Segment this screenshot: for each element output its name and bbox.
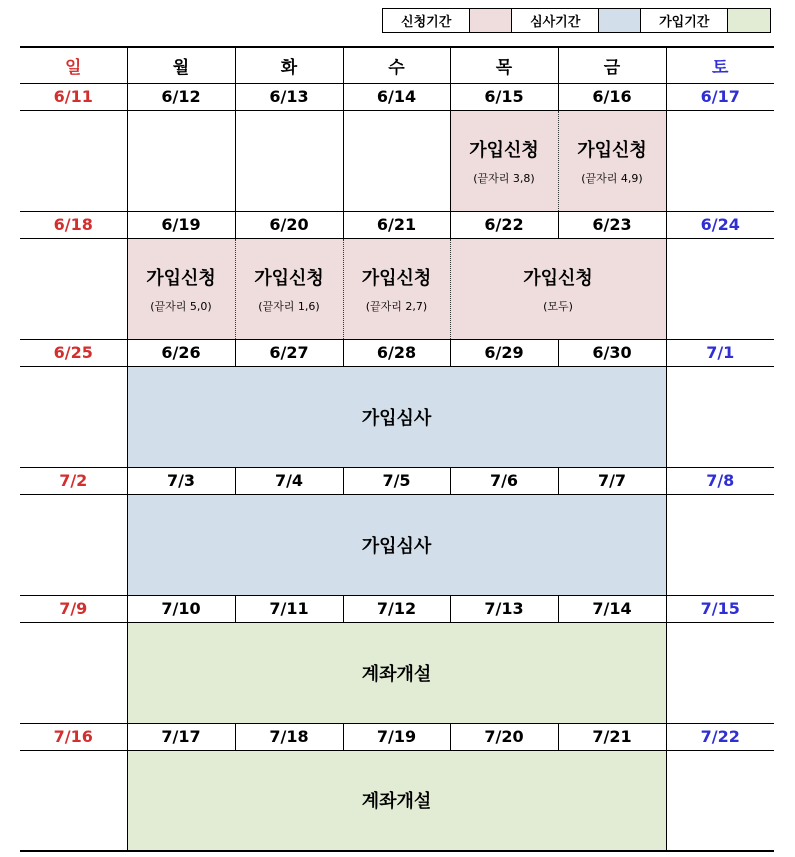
empty-cell	[666, 110, 774, 211]
week5-event-row	[20, 622, 774, 723]
weekday-tue: 화	[235, 47, 343, 83]
date-cell: 7/22	[666, 723, 774, 750]
date-cell: 6/13	[235, 83, 343, 110]
date-cell: 6/26	[127, 339, 235, 366]
calendar-table	[20, 46, 774, 852]
event-title: 가입신청	[523, 267, 593, 289]
event-title: 가입심사	[361, 535, 432, 557]
date-cell: 6/12	[127, 83, 235, 110]
legend-swatch-review	[599, 9, 641, 32]
weekday-sun: 일	[20, 47, 127, 83]
date-cell: 7/19	[343, 723, 450, 750]
date-cell: 6/20	[235, 211, 343, 238]
event-title: 계좌개설	[361, 791, 432, 813]
date-cell: 7/15	[666, 595, 774, 622]
weekday-thu: 목	[450, 47, 558, 83]
date-cell: 7/20	[450, 723, 558, 750]
event-title: 가입신청	[469, 139, 539, 161]
date-cell: 7/2	[20, 467, 127, 494]
week1-event-row	[20, 110, 774, 211]
event-title: 계좌개설	[361, 663, 432, 685]
empty-cell	[666, 238, 774, 339]
legend-swatch-join	[728, 9, 770, 32]
date-cell: 7/8	[666, 467, 774, 494]
empty-cell	[343, 110, 450, 211]
date-cell: 6/21	[343, 211, 450, 238]
date-cell: 7/4	[235, 467, 343, 494]
date-cell: 6/27	[235, 339, 343, 366]
date-cell: 7/14	[558, 595, 666, 622]
apply-event-tue	[235, 238, 343, 339]
empty-cell	[20, 622, 127, 723]
event-title: 가입신청	[361, 267, 432, 289]
empty-cell	[20, 494, 127, 595]
event-title: 가입심사	[361, 407, 432, 429]
weekday-header-row	[20, 47, 774, 83]
date-cell: 6/16	[558, 83, 666, 110]
event-title: 가입신청	[577, 139, 647, 161]
date-cell: 6/24	[666, 211, 774, 238]
date-cell: 7/16	[20, 723, 127, 750]
legend-label-apply: 신청기간	[383, 9, 470, 32]
event-subtitle: (끝자리 5,0)	[150, 299, 212, 313]
review-event-week4	[127, 494, 666, 595]
empty-cell	[20, 110, 127, 211]
apply-event-wed	[343, 238, 450, 339]
event-subtitle: (끝자리 4,9)	[581, 171, 643, 185]
date-cell: 7/10	[127, 595, 235, 622]
week1-date-row	[20, 83, 774, 110]
date-cell: 7/3	[127, 467, 235, 494]
date-cell: 6/23	[558, 211, 666, 238]
account-event-week6	[127, 750, 666, 851]
apply-event-thu-fri	[450, 238, 666, 339]
legend-swatch-apply	[470, 9, 512, 32]
week2-date-row	[20, 211, 774, 238]
empty-cell	[666, 494, 774, 595]
date-cell: 7/9	[20, 595, 127, 622]
date-cell: 6/11	[20, 83, 127, 110]
date-cell: 6/17	[666, 83, 774, 110]
event-subtitle: (모두)	[543, 299, 573, 313]
weekday-wed: 수	[343, 47, 450, 83]
account-event-week5	[127, 622, 666, 723]
week2-event-row	[20, 238, 774, 339]
apply-event-thu	[450, 110, 558, 211]
event-subtitle: (끝자리 1,6)	[258, 299, 320, 313]
date-cell: 7/5	[343, 467, 450, 494]
empty-cell	[666, 750, 774, 851]
date-cell: 7/1	[666, 339, 774, 366]
date-cell: 7/12	[343, 595, 450, 622]
date-cell: 7/6	[450, 467, 558, 494]
week4-event-row	[20, 494, 774, 595]
empty-cell	[20, 366, 127, 467]
date-cell: 7/21	[558, 723, 666, 750]
date-cell: 6/29	[450, 339, 558, 366]
week6-date-row	[20, 723, 774, 750]
apply-event-mon	[127, 238, 235, 339]
date-cell: 7/11	[235, 595, 343, 622]
weekday-fri: 금	[558, 47, 666, 83]
date-cell: 6/15	[450, 83, 558, 110]
date-cell: 7/17	[127, 723, 235, 750]
date-cell: 6/28	[343, 339, 450, 366]
empty-cell	[20, 238, 127, 339]
event-title: 가입신청	[146, 267, 216, 289]
date-cell: 6/19	[127, 211, 235, 238]
weekday-mon: 월	[127, 47, 235, 83]
date-cell: 7/13	[450, 595, 558, 622]
apply-event-fri	[558, 110, 666, 211]
event-subtitle: (끝자리 2,7)	[365, 299, 428, 313]
review-event-week3	[127, 366, 666, 467]
event-title: 가입신청	[254, 267, 324, 289]
week3-event-row	[20, 366, 774, 467]
week4-date-row	[20, 467, 774, 494]
date-cell: 6/18	[20, 211, 127, 238]
legend-label-review: 심사기간	[512, 9, 599, 32]
weekday-sat: 토	[666, 47, 774, 83]
week3-date-row	[20, 339, 774, 366]
empty-cell	[127, 110, 235, 211]
date-cell: 6/30	[558, 339, 666, 366]
empty-cell	[20, 750, 127, 851]
date-cell: 6/22	[450, 211, 558, 238]
date-cell: 7/18	[235, 723, 343, 750]
empty-cell	[235, 110, 343, 211]
empty-cell	[666, 366, 774, 467]
empty-cell	[666, 622, 774, 723]
week6-event-row	[20, 750, 774, 851]
date-cell: 6/25	[20, 339, 127, 366]
week5-date-row	[20, 595, 774, 622]
legend-label-join: 가입기간	[641, 9, 728, 32]
event-subtitle: (끝자리 3,8)	[473, 171, 535, 185]
legend	[382, 8, 771, 33]
date-cell: 7/7	[558, 467, 666, 494]
date-cell: 6/14	[343, 83, 450, 110]
